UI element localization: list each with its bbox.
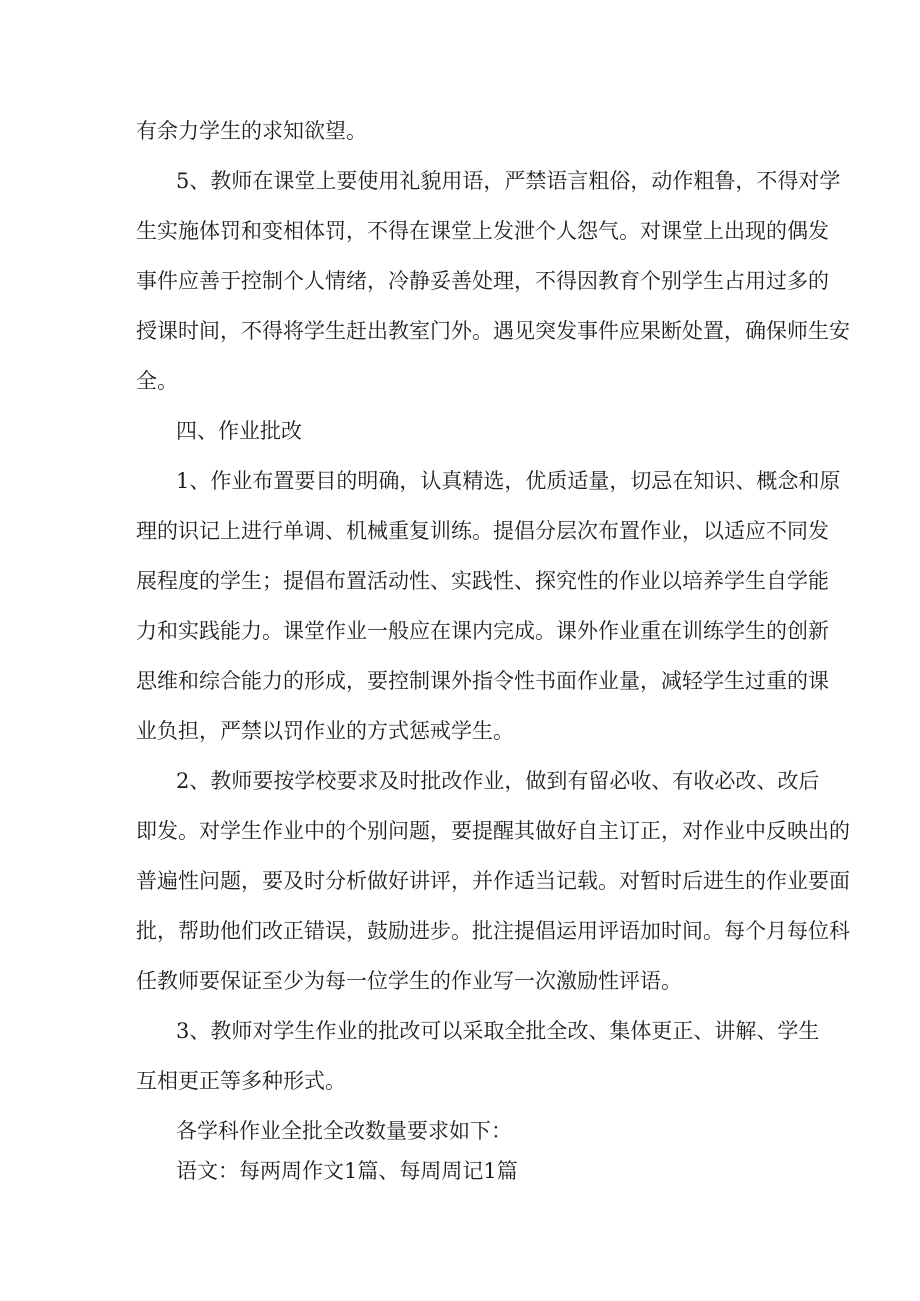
paragraph-line: 1、作业布置要目的明确，认真精选，优质适量，切忌在知识、概念和原 [176,469,841,493]
paragraph-line: 事件应善于控制个人情绪，冷静妥善处理，不得因教育个别学生占用过多的 [136,269,829,293]
paragraph-line: 语文：每两周作文1篇、每周周记1篇 [176,1159,518,1183]
paragraph-line: 力和实践能力。课堂作业一般应在课内完成。课外作业重在训练学生的创新 [136,619,829,643]
paragraph-line: 理的识记上进行单调、机械重复训练。提倡分层次布置作业，以适应不同发 [136,519,829,543]
paragraph-line: 互相更正等多种形式。 [136,1069,346,1093]
paragraph-line: 展程度的学生；提倡布置活动性、实践性、探究性的作业以培养学生自学能 [136,569,829,593]
paragraph-line: 3、教师对学生作业的批改可以采取全批全改、集体更正、讲解、学生 [176,1019,820,1043]
paragraph-line: 2、教师要按学校要求及时批改作业，做到有留必收、有收必改、改后 [176,769,820,793]
paragraph-line: 生实施体罚和变相体罚，不得在课堂上发泄个人怨气。对课堂上出现的偶发 [136,219,829,243]
paragraph-line: 全。 [136,369,178,393]
section-heading: 四、作业批改 [176,419,302,443]
paragraph-line: 业负担，严禁以罚作业的方式惩戒学生。 [136,719,514,743]
paragraph-line: 授课时间，不得将学生赶出教室门外。遇见突发事件应果断处置，确保师生安 [136,319,850,343]
paragraph-line: 有余力学生的求知欲望。 [136,119,367,143]
paragraph-line: 思维和综合能力的形成，要控制课外指令性书面作业量，减轻学生过重的课 [136,669,829,693]
paragraph-line: 5、教师在课堂上要使用礼貌用语，严禁语言粗俗，动作粗鲁，不得对学 [176,169,841,193]
paragraph-line: 任教师要保证至少为每一位学生的作业写一次激励性评语。 [136,969,682,993]
paragraph-line: 普遍性问题，要及时分析做好讲评，并作适当记载。对暂时后进生的作业要面 [136,869,850,893]
paragraph-line: 即发。对学生作业中的个别问题，要提醒其做好自主订正，对作业中反映出的 [136,819,850,843]
paragraph-line: 批，帮助他们改正错误，鼓励进步。批注提倡运用评语加时间。每个月每位科 [136,919,850,943]
paragraph-line: 各学科作业全批全改数量要求如下： [176,1119,512,1143]
